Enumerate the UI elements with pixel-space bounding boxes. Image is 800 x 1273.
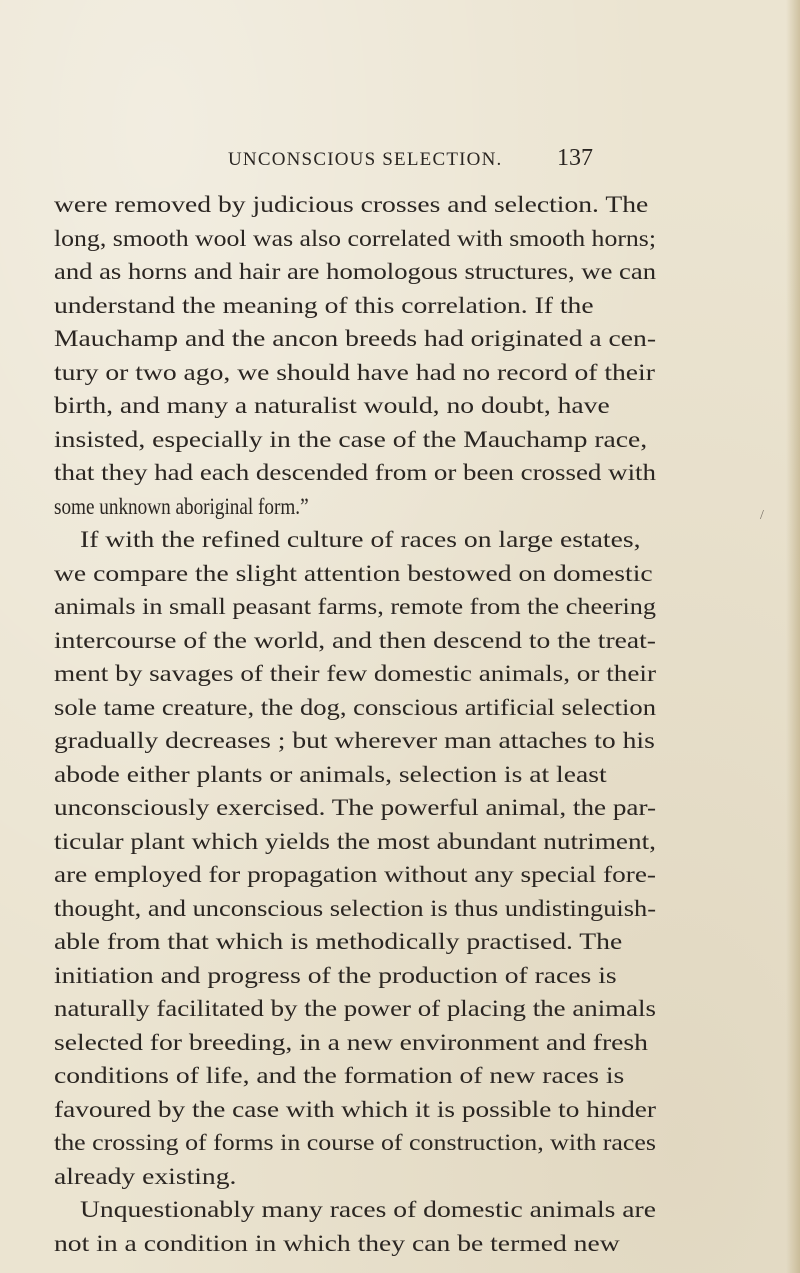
text-line-content: sole tame creature, the dog, conscious artificial selection [54,694,657,721]
text-line-content: Mauchamp and the ancon breeds had originated a cen- [54,326,657,352]
text-line-content: were removed by judicious crosses and selection. The [54,192,649,218]
text-line-content: intercourse of the world, and then descend to the treat- [54,627,657,654]
text-line [0,825,800,859]
text-line-content: are employed for propagation without any special fore- [54,862,657,888]
text-line-content: not in a condition in which they can be termed new [54,1230,620,1257]
text-line-content: the crossing of forms in course of construction, with races [54,1130,657,1156]
text-line-content: able from that which is methodically practised. The [54,929,623,955]
text-line [0,423,800,457]
text-line [0,1227,800,1261]
text-line-content: birth, and many a naturalist would, no doubt, have [54,393,610,419]
text-line [0,356,800,390]
text-line [0,1126,800,1160]
text-line [0,557,800,591]
text-line [0,959,800,993]
text-line-content: Unquestionably many races of domestic animals are [80,1197,656,1223]
text-line [0,858,800,892]
text-line [0,724,800,758]
text-line-content: we compare the slight attention bestowed on domestic [54,560,653,587]
text-line [0,1026,800,1060]
text-line-content: naturally facilitated by the power of placing the animals [54,996,656,1022]
text-line-content: unconsciously exercised. The powerful animal, the par- [54,795,657,821]
text-line [0,892,800,926]
text-line-content: initiation and progress of the production of races is [54,962,617,989]
text-line [0,1093,800,1127]
text-line [0,222,800,256]
text-line [0,255,800,289]
text-line-content: tury or two ago, we should have had no record of their [54,359,655,386]
text-line-content: insisted, especially in the case of the Mauchamp race, [54,426,648,453]
text-line-content: selected for breeding, in a new environment and fresh [54,1029,648,1056]
text-line-content: already existing. [54,1163,237,1190]
text-line-content: favoured by the case with which it is possible to hinder [54,1096,656,1123]
text-line-content: If with the refined culture of races on large estates, [80,527,641,553]
text-line [0,456,800,490]
text-line [0,1193,800,1227]
text-line-content: some unknown aboriginal form.” [54,493,309,520]
text-line [0,1059,800,1093]
running-head: UNCONSCIOUS SELECTION. [228,149,503,170]
text-line-content: thought, and unconscious selection is thus undistinguish- [54,895,657,922]
text-line [0,624,800,658]
text-line [0,523,800,557]
page-header [228,145,628,175]
text-line [0,490,800,524]
text-line [0,322,800,356]
text-line-content: conditions of life, and the formation of new races is [54,1063,625,1089]
text-line [0,691,800,725]
text-line [0,389,800,423]
text-line [0,188,800,222]
text-line-content: ticular plant which yields the most abundant nutriment, [54,828,657,855]
text-line [0,1160,800,1194]
text-line-content: animals in small peasant farms, remote from the cheering [54,594,656,620]
text-line-content: understand the meaning of this correlation. If the [54,292,594,319]
text-line [0,925,800,959]
margin-mark: / [760,508,764,523]
text-line-content: gradually decreases ; but wherever man attaches to his [54,728,655,754]
text-line-content: that they had each descended from or been crossed with [54,460,657,486]
text-line [0,590,800,624]
text-line [0,791,800,825]
text-line [0,657,800,691]
text-line [0,992,800,1026]
text-line [0,758,800,792]
text-line-content: and as horns and hair are homologous structures, we can [54,259,657,285]
text-line-content: ment by savages of their few domestic animals, or their [54,661,657,687]
text-line-content: long, smooth wool was also correlated with smooth horns; [54,225,656,252]
text-line [0,289,800,323]
text-line-content: abode either plants or animals, selection is at least [54,761,607,788]
page-number: 137 [557,145,593,171]
